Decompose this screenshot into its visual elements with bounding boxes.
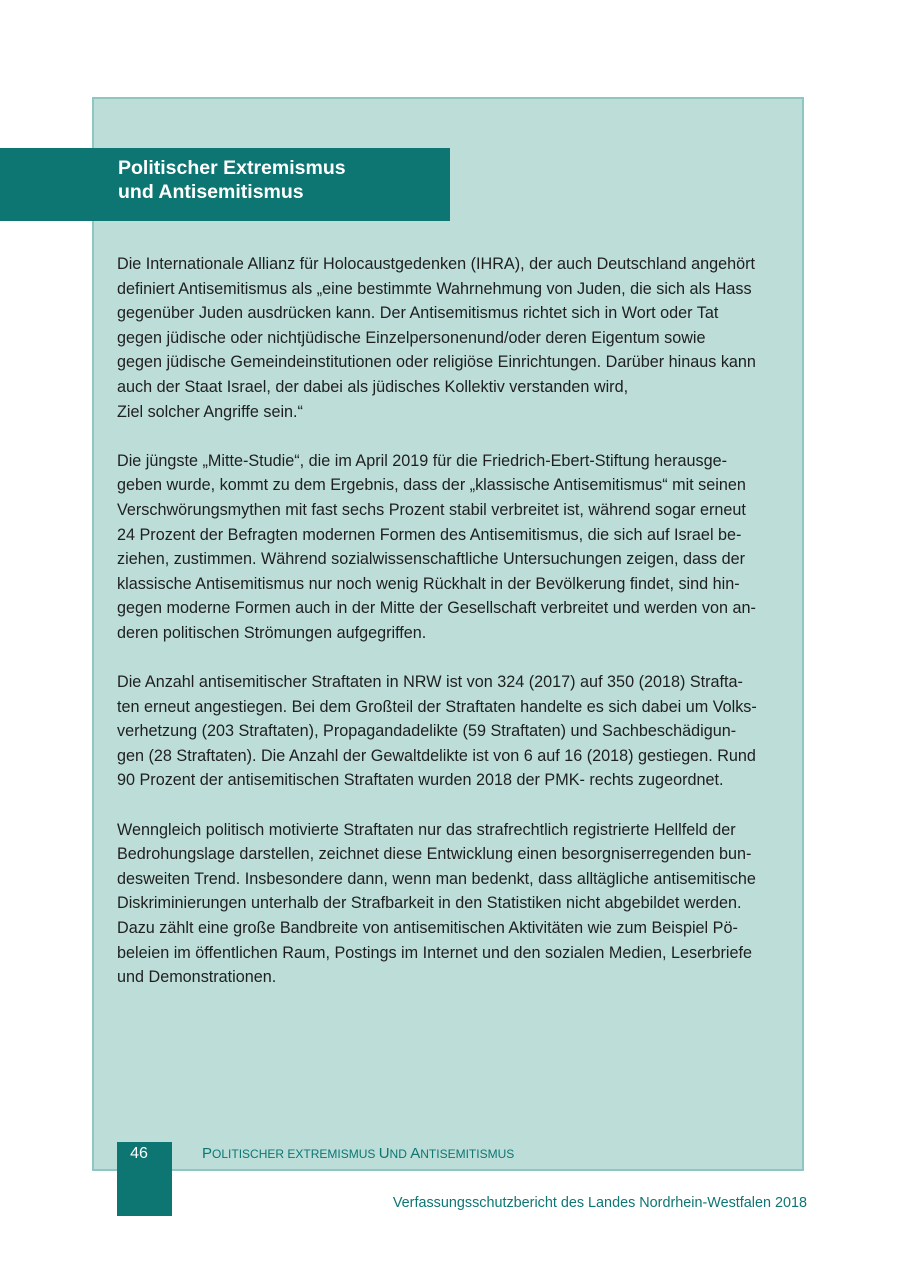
text-line: Die Anzahl antisemitischer Straftaten in NRW ist von 324 (2017) auf 350 (2018) Strafta- [117,673,743,692]
text-line: beleien im öffentlichen Raum, Postings im Internet und den sozialen Medien, Leserbriefe [117,943,752,962]
running-head [202,1144,514,1164]
text-line: Bedrohungslage darstellen, zeichnet diese Entwicklung einen besorgniserregenden bun- [117,845,752,864]
text-line: gegenüber Juden ausdrücken kann. Der Antisemitismus richtet sich in Wort oder Tat [117,304,719,323]
text-line: und Demonstrationen. [117,968,277,987]
running-head-smallcaps: ND [389,1147,411,1161]
text-line: Diskriminierungen unterhalb der Strafbarkeit in den Statistiken nicht abgebildet werden. [117,894,742,913]
section-heading [118,156,448,204]
text-line: gen (28 Straftaten). Die Anzahl der Gewaltdelikte ist von 6 auf 16 (2018) gestiegen. Rund [117,746,756,765]
paragraph-hellfeld [117,818,797,990]
text-line: gegen moderne Formen auch in der Mitte der Gesellschaft verbreitet und werden von an- [117,599,756,618]
text-line: desweiten Trend. Insbesondere dann, wenn man bedenkt, dass alltägliche antisemitische [117,869,756,888]
paragraph-mitte-studie [117,449,797,646]
text-line: klassische Antisemitismus nur noch wenig Rückhalt in der Bevölkerung findet, sind hin- [117,574,740,593]
running-head-smallcaps: OLITISCHER EXTREMISMUS [212,1147,379,1161]
text-line: ten erneut angestiegen. Bei dem Großteil der Straftaten handelte es sich dabei um Volks- [117,697,757,716]
text-line: Ziel solcher Angriffe sein.“ [117,402,303,421]
heading-line: und Antisemitismus [118,181,304,203]
text-line: Dazu zählt eine große Bandbreite von antisemitischen Aktivitäten wie zum Beispiel Pö- [117,919,738,938]
text-line: geben wurde, kommt zu dem Ergebnis, dass der „klassische Antisemitismus“ mit seinen [117,476,746,495]
text-line: Wenngleich politisch motivierte Straftaten nur das strafrechtlich registrierte Hellfeld der [117,820,736,839]
text-line: Die jüngste „Mitte-Studie“, die im April 2019 für die Friedrich-Ebert-Stiftung herausge- [117,451,728,470]
paragraph-straftaten-nrw [117,670,797,793]
running-head-smallcaps: NTISEMITISMUS [420,1147,515,1161]
text-line: auch der Staat Israel, der dabei als jüdisches Kollektiv verstanden wird, [117,377,629,396]
text-line: deren politischen Strömungen aufgegriffen. [117,623,427,642]
publication-footer: Verfassungsschutzbericht des Landes Nordrhein-Westfalen 2018 [392,1195,807,1211]
text-line: verhetzung (203 Straftaten), Propagandadelikte (59 Straftaten) und Sachbeschädigun- [117,722,737,741]
running-head-initial: U [378,1145,390,1162]
paragraph-ihra-definition [117,252,797,424]
text-line: 90 Prozent der antisemitischen Straftaten wurden 2018 der PMK- rechts zugeordnet. [117,771,724,790]
heading-line: Politischer Extremismus [118,157,346,179]
text-line: gegen jüdische oder nichtjüdische Einzelpersonenund/oder deren Eigentum sowie [117,328,706,347]
text-line: 24 Prozent der Befragten modernen Formen des Antisemitismus, die sich auf Israel be- [117,525,742,544]
running-head-initial: P [202,1145,213,1162]
body-text [117,252,797,1014]
text-line: Die Internationale Allianz für Holocaustgedenken (IHRA), der auch Deutschland angehört [117,255,755,273]
text-line: gegen jüdische Gemeindeinstitutionen oder religiöse Einrichtungen. Darüber hinaus kann [117,353,756,372]
text-line: definiert Antisemitismus als „eine bestimmte Wahrnehmung von Juden, die sich als Hass [117,279,752,298]
text-line: Verschwörungsmythen mit fast sechs Prozent stabil verbreitet ist, während sogar erneut [117,500,746,519]
page-number: 46 [130,1145,148,1162]
running-head-initial: A [410,1145,421,1162]
text-line: ziehen, zustimmen. Während sozialwissenschaftliche Untersuchungen zeigen, dass der [117,550,746,569]
